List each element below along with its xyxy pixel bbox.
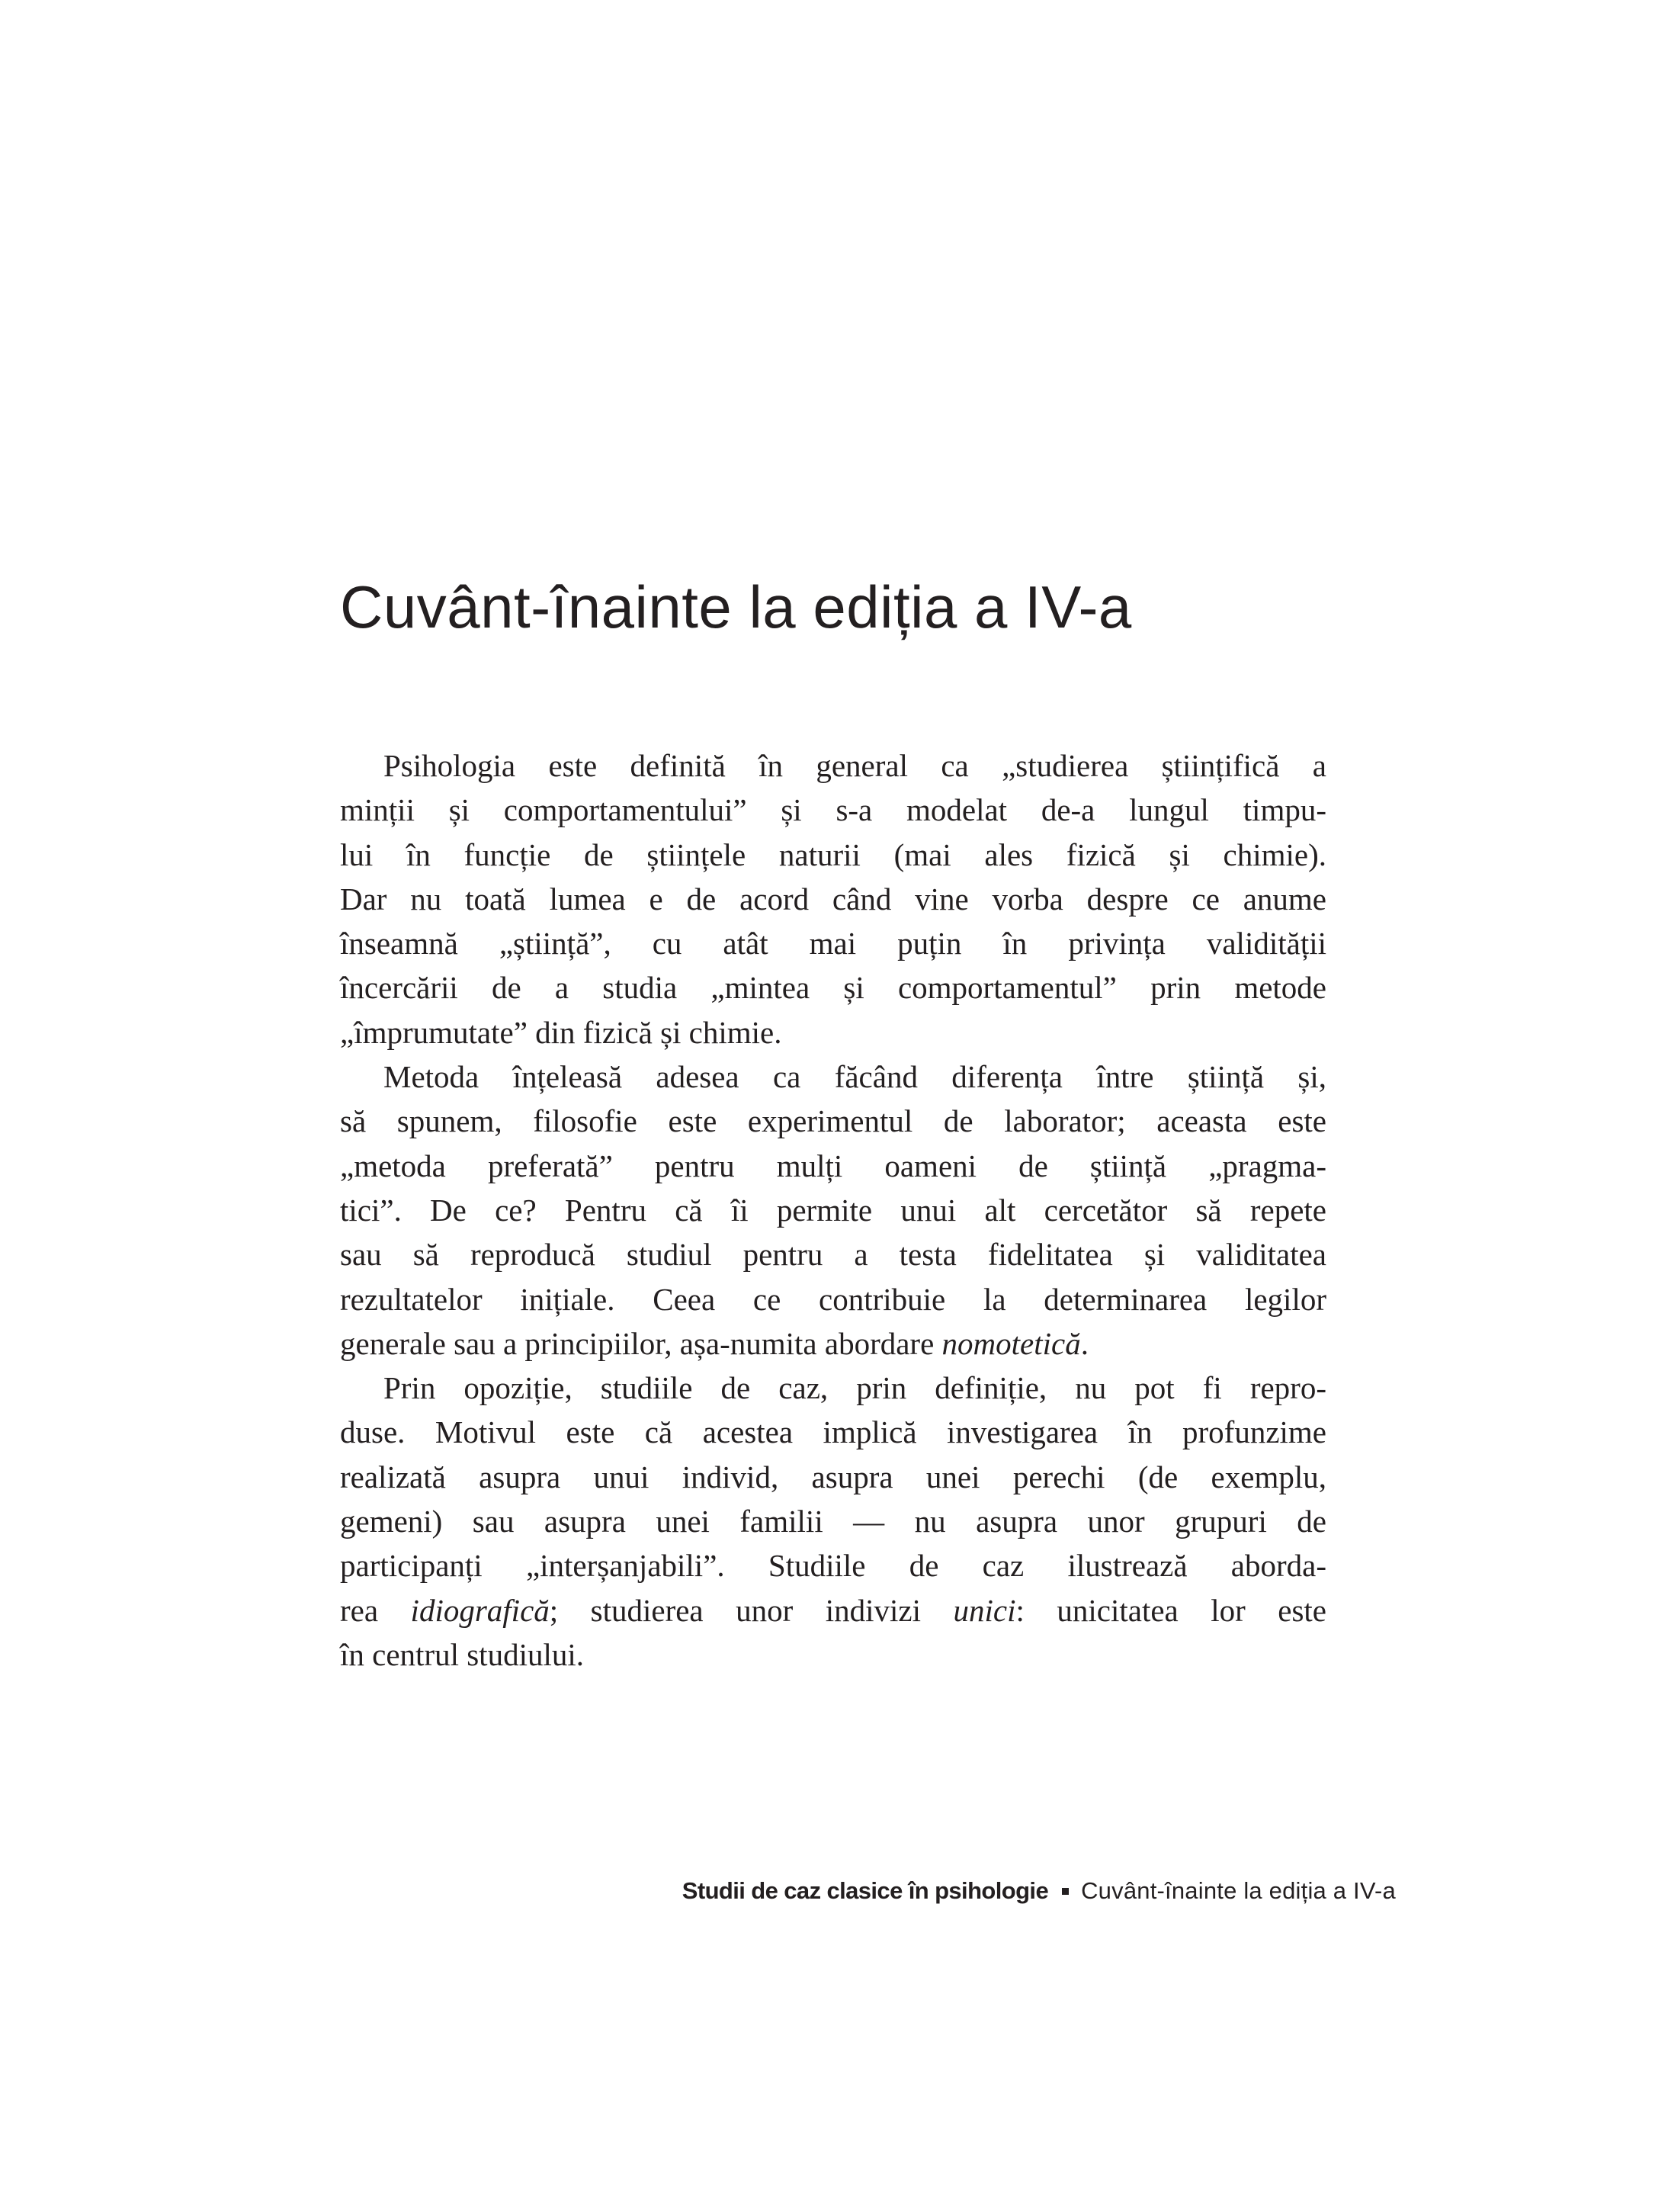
italic-term: idiografică — [410, 1592, 550, 1628]
text-line: înseamnă „știință”, cu atât mai puțin în privința validității — [340, 926, 1326, 962]
text-line — [340, 1321, 1326, 1366]
text-line: în centrul studiului. — [340, 1636, 584, 1672]
text-line: gemeni) sau asupra unei familii — nu asupra unor grupuri de — [340, 1504, 1326, 1539]
text-line: minții și comportamentului” și s-a modelat de-a lungul timpu- — [340, 792, 1326, 828]
text-line: Metoda înțeleasă adesea ca făcând diferența între știință și, — [383, 1059, 1326, 1095]
text-line: încercării de a studia „mintea și comportamentul” prin metode — [340, 970, 1326, 1006]
text-line: Psihologia este definită în general ca „studierea științifică a — [383, 748, 1326, 783]
footer-book-title: Studii de caz clasice în psihologie — [682, 1877, 1049, 1904]
paragraph — [340, 1055, 1326, 1366]
text-line: „împrumutate” din fizică și chimie. — [340, 1014, 782, 1050]
text-segment: generale sau a principiilor, așa-numita abordare — [340, 1325, 942, 1361]
body-text — [340, 743, 1326, 1677]
text-line: să spunem, filosofie este experimentul de laborator; aceasta este — [340, 1103, 1326, 1139]
text-line: realizată asupra unui individ, asupra unei perechi (de exemplu, — [340, 1459, 1326, 1494]
text-line: Prin opoziție, studiile de caz, prin definiție, nu pot fi repro- — [383, 1370, 1326, 1406]
italic-term: unici — [953, 1592, 1016, 1628]
text-segment: . — [1080, 1325, 1089, 1361]
text-line: lui în funcție de științele naturii (mai ales fizică și chimie). — [340, 836, 1326, 872]
italic-term: nomotetică — [941, 1325, 1081, 1361]
text-line: tici”. De ce? Pentru că îi permite unui alt cercetător să repete — [340, 1192, 1326, 1228]
text-segment: ; studierea unor indivizi — [549, 1592, 954, 1628]
text-line: rezultatelor inițiale. Ceea ce contribuie la determinarea legilor — [340, 1281, 1326, 1317]
paragraph — [340, 743, 1326, 1055]
square-bullet-icon — [1062, 1888, 1069, 1895]
text-segment: rea — [340, 1592, 411, 1628]
text-line — [340, 1588, 1326, 1633]
text-line: sau să reproducă studiul pentru a testa fidelitatea și validitatea — [340, 1237, 1326, 1273]
text-line: participanți „interșanjabili”. Studiile de caz ilustrează aborda- — [340, 1548, 1326, 1584]
text-segment: : unicitatea lor este — [1015, 1592, 1326, 1628]
text-line: Dar nu toată lumea e de acord când vine vorba despre ce anume — [340, 881, 1326, 917]
text-line: duse. Motivul este că acestea implică investigarea în profunzime — [340, 1414, 1326, 1450]
chapter-title: Cuvânt-înainte la ediția a IV-a — [340, 573, 1132, 640]
running-footer — [682, 1877, 1396, 1905]
paragraph — [340, 1366, 1326, 1677]
text-line: „metoda preferată” pentru mulți oameni de știință „pragma- — [340, 1148, 1326, 1183]
footer-chapter-title: Cuvânt-înainte la ediția a IV-a — [1081, 1877, 1396, 1904]
